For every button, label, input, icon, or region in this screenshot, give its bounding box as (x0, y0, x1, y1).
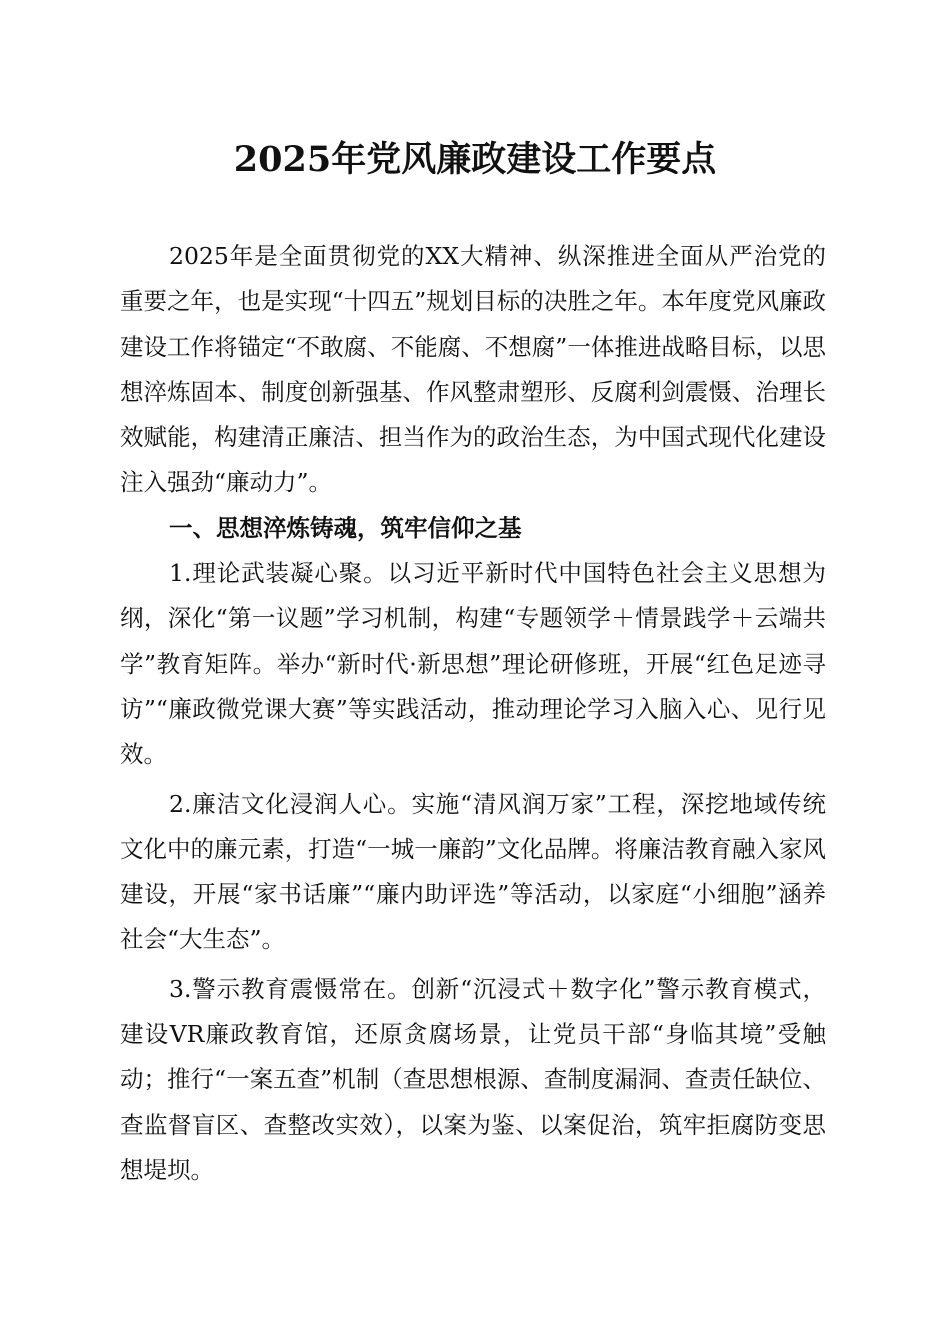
document-body (120, 234, 826, 1193)
item-paragraph-1: 1.理论武装凝心聚。以习近平新时代中国特色社会主义思想为纲，深化“第一议题”学习机制，构建“专题领学＋情景践学＋云端共学”教育矩阵。举办“新时代·新思想”理论研修班，开展“红色足迹寻访”“廉政微党课大赛”等实践活动，推动理论学习入脑入心、见行见效。 (120, 559, 826, 769)
document-title: 2025年党风廉政建设工作要点 (233, 139, 717, 180)
item-paragraph-2: 2.廉洁文化浸润人心。实施“清风润万家”工程，深挖地域传统文化中的廉元素，打造“一城一廉韵”文化品牌。将廉洁教育融入家风建设，开展“家书话廉”“廉内助评选”等活动，以家庭“小细胞”涵养社会“大生态”。 (120, 789, 826, 954)
intro-paragraph: 2025年是全面贯彻党的XX大精神、纵深推进全面从严治党的重要之年，也是实现“十四五”规划目标的决胜之年。本年度党风廉政建设工作将锚定“不敢腐、不能腐、不想腐”一体推进战略目标，以思想淬炼固本、制度创新强基、作风整肃塑形、反腐利剑震慑、治理长效赋能，构建清正廉洁、担当作为的政治生态，为中国式现代化建设注入强劲“廉动力”。 (120, 242, 826, 497)
item-paragraph-3: 3.警示教育震慑常在。创新“沉浸式＋数字化”警示教育模式，建设VR廉政教育馆，还原贪腐场景，让党员干部“身临其境”受触动；推行“一案五查”机制（查思想根源、查制度漏洞、查责任缺位、查监督盲区、查整改实效），以案为鉴、以案促治，筑牢拒腐防变思想堤坝。 (120, 974, 826, 1184)
section-heading-1: 一、思想淬炼铸魂，筑牢信仰之基 (169, 513, 522, 542)
